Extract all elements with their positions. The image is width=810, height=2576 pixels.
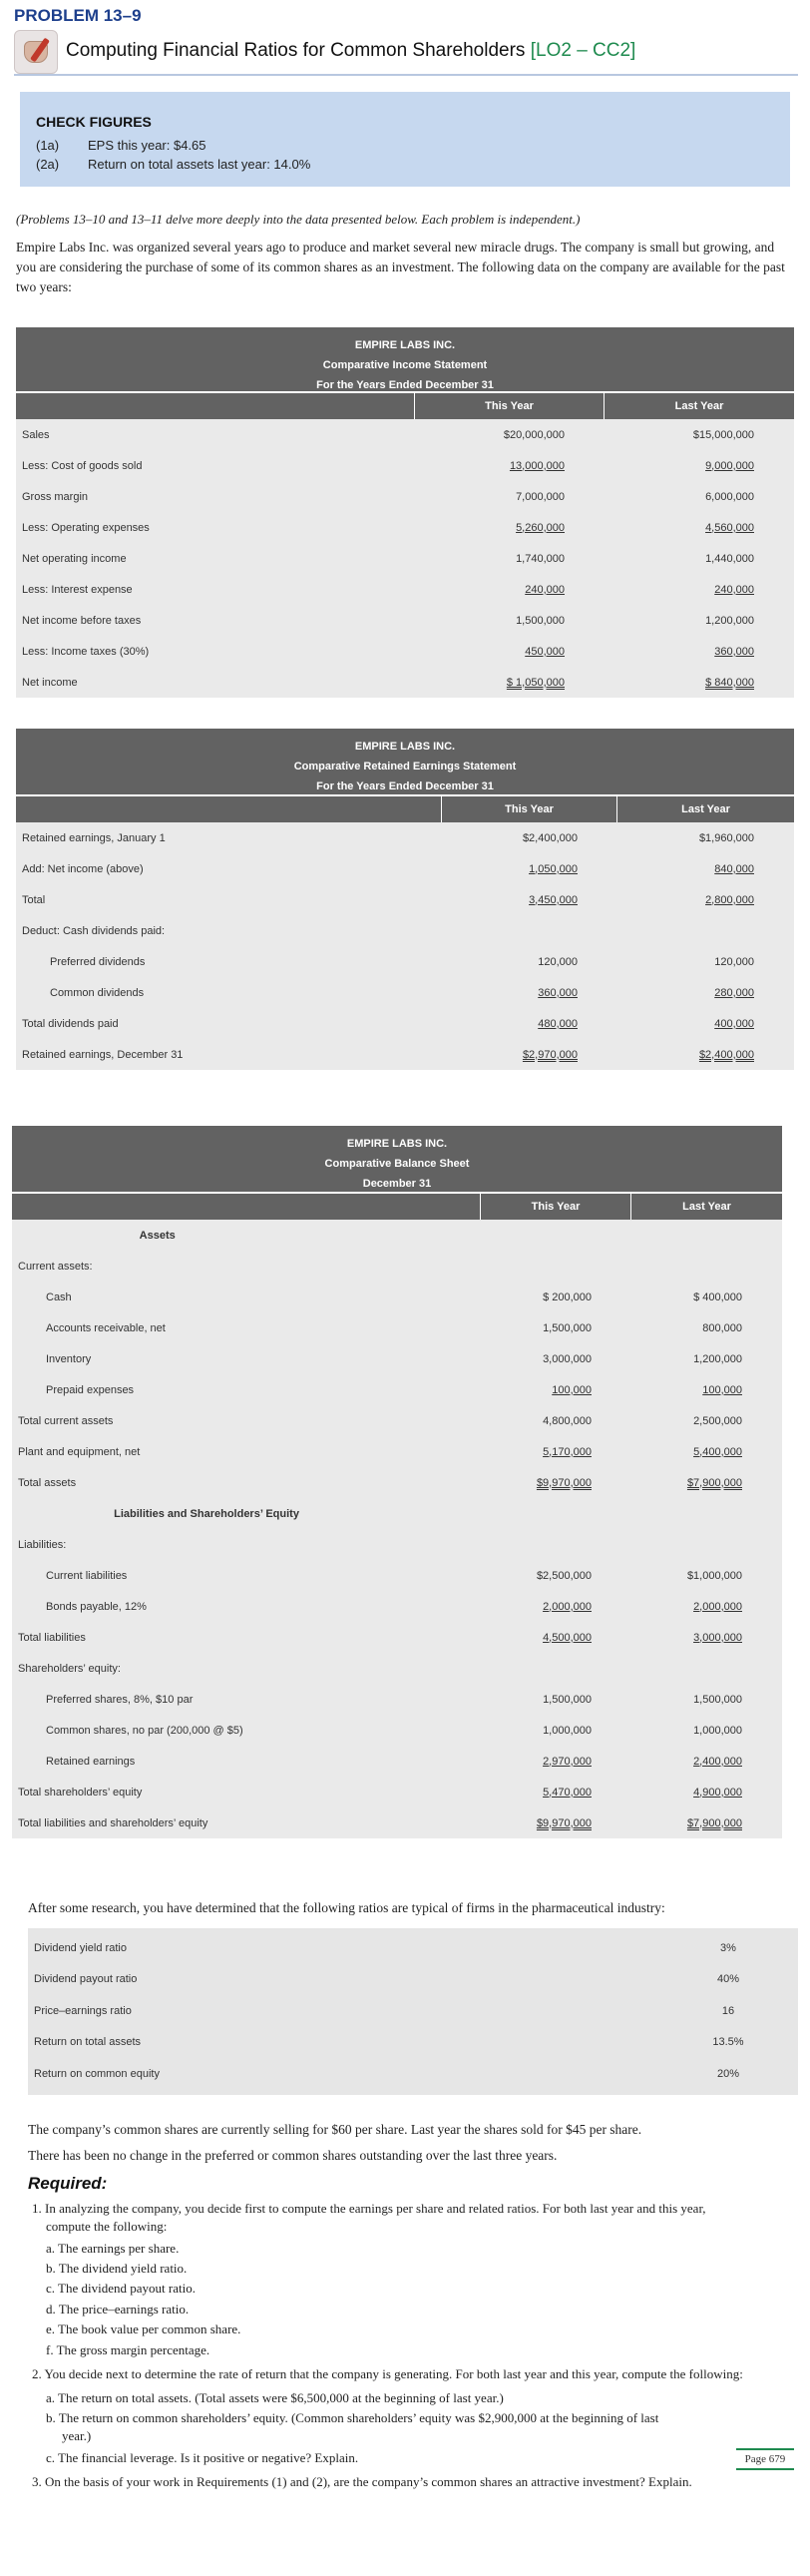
value-last-year: $1,960,000: [698, 831, 754, 844]
value-this-year: 100,000: [552, 1383, 592, 1396]
requirement-1: 1. In analyzing the company, you decide first to compute the earnings per share and related ratios. For both last year and this year,: [32, 2201, 706, 2216]
ratio-value: 3%: [720, 1941, 736, 1954]
row-label: Liabilities and Shareholders’ Equity: [114, 1507, 299, 1520]
share-price-paragraph: The company’s common shares are currently selling for $60 per share. Last year the shares sold for $45 per share.: [28, 2122, 642, 2137]
value-this-year: 13,000,000: [509, 459, 565, 472]
statement-heading-line: Comparative Income Statement: [322, 359, 488, 371]
requirement-1-cont: compute the following:: [46, 2219, 168, 2234]
value-last-year: 1,500,000: [693, 1693, 742, 1706]
value-last-year: $ 400,000: [693, 1290, 742, 1303]
row-label: Retained earnings: [46, 1755, 136, 1768]
ratio-value: 13.5%: [712, 2036, 744, 2049]
row-label: Common shares, no par (200,000 @ $5): [46, 1724, 243, 1737]
ratio-label: Return on total assets: [34, 2036, 142, 2049]
row-label: Total dividends paid: [22, 1017, 119, 1030]
intro-note: (Problems 13–10 and 13–11 delve more deeply into the data presented below. Each problem is independent.): [16, 212, 581, 227]
row-label: Cash: [46, 1290, 72, 1303]
statement-heading-line: EMPIRE LABS INC.: [354, 339, 456, 351]
value-last-year: 120,000: [714, 955, 754, 968]
statement-row: [12, 1560, 782, 1591]
ratio-row: [28, 2027, 798, 2059]
value-last-year: 2,400,000: [693, 1755, 742, 1768]
ratio-row: [28, 1932, 798, 1964]
row-label: Current liabilities: [46, 1569, 128, 1582]
value-this-year: 1,500,000: [543, 1693, 592, 1706]
row-label: Accounts receivable, net: [46, 1321, 166, 1334]
value-last-year: 2,500,000: [693, 1414, 742, 1427]
check-figure-row: [36, 138, 774, 153]
row-label: Bonds payable, 12%: [46, 1600, 147, 1613]
check-figures-box: [20, 92, 790, 187]
row-label: Deduct: Cash dividends paid:: [22, 924, 166, 937]
row-label: Total shareholders’ equity: [18, 1786, 143, 1799]
value-last-year: $7,900,000: [686, 1816, 742, 1829]
row-label: Total assets: [18, 1476, 77, 1489]
statement-heading-line: Comparative Balance Sheet: [324, 1158, 470, 1170]
income-statement-table: [16, 327, 794, 698]
ratio-value: 20%: [716, 2067, 740, 2080]
statement-row: [16, 915, 794, 946]
statement-row: [12, 1807, 782, 1838]
ratio-row: [28, 1964, 798, 1996]
row-label: Retained earnings, January 1: [22, 831, 166, 844]
statement-heading-line: EMPIRE LABS INC.: [346, 1138, 448, 1150]
row-label: Current assets:: [18, 1260, 93, 1273]
ratio-label: Dividend yield ratio: [34, 1941, 127, 1954]
row-label: Plant and equipment, net: [18, 1445, 141, 1458]
row-label: Prepaid expenses: [46, 1383, 135, 1396]
value-last-year: 1,440,000: [705, 552, 754, 565]
value-last-year: 6,000,000: [705, 490, 754, 503]
requirement-2-item: b. The return on common shareholders’ equity. (Common shareholders’ equity was $2,900,000 at the beginning of last: [46, 2410, 659, 2425]
statement-row: [12, 1220, 782, 1251]
column-header-last-year: Last Year: [674, 400, 724, 412]
requirement-2-item: c. The financial leverage. Is it positive or negative? Explain.: [46, 2450, 359, 2465]
value-this-year: $ 200,000: [543, 1290, 592, 1303]
statement-row: [16, 481, 794, 512]
statement-heading: [16, 327, 794, 391]
value-this-year: $2,500,000: [536, 1569, 592, 1582]
balance-sheet-table: [12, 1126, 782, 1838]
check-figure-number: (2a): [36, 157, 60, 172]
title-row: [14, 30, 798, 76]
row-label: Common dividends: [50, 986, 145, 999]
industry-ratios-table: [28, 1928, 798, 2095]
requirement-2-item: a. The return on total assets. (Total assets were $6,500,000 at the beginning of last year.): [46, 2390, 504, 2405]
value-last-year: 800,000: [702, 1321, 742, 1334]
value-this-year: 1,000,000: [543, 1724, 592, 1737]
value-this-year: 7,000,000: [516, 490, 565, 503]
requirement-2-item-cont: year.): [62, 2428, 92, 2443]
statement-row: [12, 1529, 782, 1560]
value-this-year: 2,970,000: [543, 1755, 592, 1768]
row-label: Preferred dividends: [50, 955, 146, 968]
check-figures-title: CHECK FIGURES: [36, 114, 152, 130]
statement-heading: [12, 1126, 782, 1192]
row-label: Total liabilities: [18, 1631, 86, 1644]
statement-row: [16, 636, 794, 667]
row-label: Less: Interest expense: [22, 583, 133, 596]
statement-heading: [16, 729, 794, 794]
statement-heading-line: EMPIRE LABS INC.: [354, 741, 456, 753]
row-label: Assets: [139, 1229, 176, 1242]
statement-row: [16, 543, 794, 574]
column-header-this-year: This Year: [442, 796, 617, 822]
column-headers: [16, 391, 794, 419]
requirement-1-item: b. The dividend yield ratio.: [46, 2261, 188, 2276]
statement-row: [12, 1343, 782, 1374]
value-last-year: 360,000: [714, 645, 754, 658]
value-last-year: 240,000: [714, 583, 754, 596]
value-last-year: 1,200,000: [705, 614, 754, 627]
industry-ratios-intro: After some research, you have determined that the following ratios are typical of firms in the pharmaceutical industry:: [28, 1900, 665, 1915]
no-change-paragraph: There has been no change in the preferred or common shares outstanding over the last three years.: [28, 2148, 558, 2163]
statement-row: [12, 1467, 782, 1498]
statement-row: [12, 1498, 782, 1529]
value-this-year: 5,260,000: [516, 521, 565, 534]
value-this-year: 3,000,000: [543, 1352, 592, 1365]
value-this-year: 360,000: [538, 986, 578, 999]
statement-row: [16, 977, 794, 1008]
statement-row: [16, 946, 794, 977]
column-header-this-year: This Year: [415, 393, 605, 419]
value-this-year: 1,740,000: [516, 552, 565, 565]
statement-row: [16, 419, 794, 450]
check-figure-row: [36, 157, 774, 172]
row-label: Less: Operating expenses: [22, 521, 150, 534]
check-figure-text: Return on total assets last year: 14.0%: [88, 157, 311, 172]
statement-row: [12, 1777, 782, 1807]
statement-row: [16, 853, 794, 884]
value-this-year: 3,450,000: [529, 893, 578, 906]
row-label: Inventory: [46, 1352, 92, 1365]
ratio-value: 40%: [716, 1973, 740, 1986]
row-label: Add: Net income (above): [22, 862, 144, 875]
value-this-year: $ 1,050,000: [506, 676, 565, 689]
requirement-1-item: f. The gross margin percentage.: [46, 2342, 210, 2357]
statement-row: [16, 512, 794, 543]
value-last-year: 1,200,000: [693, 1352, 742, 1365]
value-this-year: $20,000,000: [503, 428, 565, 441]
statement-row: [12, 1715, 782, 1746]
row-label: Gross margin: [22, 490, 89, 503]
row-label: Preferred shares, 8%, $10 par: [46, 1693, 194, 1706]
value-last-year: 2,000,000: [693, 1600, 742, 1613]
statement-row: [12, 1653, 782, 1684]
statement-row: [16, 450, 794, 481]
value-last-year: 4,560,000: [705, 521, 754, 534]
requirement-2: 2. You decide next to determine the rate of return that the company is generating. For both last year and this year, compute the following:: [32, 2366, 743, 2381]
ratio-label: Dividend payout ratio: [34, 1973, 138, 1986]
value-last-year: $7,900,000: [686, 1476, 742, 1489]
value-last-year: 840,000: [714, 862, 754, 875]
value-last-year: 3,000,000: [693, 1631, 742, 1644]
value-last-year: 400,000: [714, 1017, 754, 1030]
ratio-row: [28, 1995, 798, 2027]
statement-heading-line: December 31: [362, 1178, 432, 1190]
value-this-year: 4,800,000: [543, 1414, 592, 1427]
statement-row: [16, 574, 794, 605]
value-this-year: $9,970,000: [536, 1816, 592, 1829]
value-this-year: 2,000,000: [543, 1600, 592, 1613]
ratio-value: 16: [721, 2004, 735, 2017]
value-this-year: 5,170,000: [543, 1445, 592, 1458]
statement-row: [12, 1405, 782, 1436]
statement-row: [16, 605, 794, 636]
problem-title: [66, 40, 635, 62]
problem-title-text: Computing Financial Ratios for Common Shareholders: [66, 40, 526, 61]
value-this-year: 480,000: [538, 1017, 578, 1030]
row-label: Net operating income: [22, 552, 127, 565]
value-last-year: 2,800,000: [705, 893, 754, 906]
statement-heading-line: For the Years Ended December 31: [316, 780, 494, 792]
row-label: Retained earnings, December 31: [22, 1048, 184, 1061]
statement-row: [12, 1251, 782, 1282]
ratio-label: Return on common equity: [34, 2067, 160, 2080]
page-reference: Page 679: [736, 2448, 794, 2470]
value-last-year: $15,000,000: [692, 428, 754, 441]
value-last-year: 9,000,000: [705, 459, 754, 472]
row-label: Total: [22, 893, 46, 906]
row-label: Total current assets: [18, 1414, 114, 1427]
value-this-year: 1,050,000: [529, 862, 578, 875]
column-headers: [12, 1192, 782, 1220]
row-label: Less: Cost of goods sold: [22, 459, 143, 472]
statement-row: [12, 1436, 782, 1467]
row-label: Liabilities:: [18, 1538, 67, 1551]
statement-heading-line: For the Years Ended December 31: [316, 379, 494, 391]
statement-row: [16, 884, 794, 915]
statement-row: [12, 1374, 782, 1405]
learning-objective-tag: [LO2 – CC2]: [530, 40, 636, 61]
value-last-year: $2,400,000: [698, 1048, 754, 1061]
statement-row: [16, 1008, 794, 1039]
ratio-label: Price–earnings ratio: [34, 2004, 132, 2017]
statement-row: [12, 1746, 782, 1777]
value-this-year: 240,000: [525, 583, 565, 596]
value-this-year: $9,970,000: [536, 1476, 592, 1489]
problem-label: PROBLEM 13–9: [14, 6, 142, 25]
statement-row: [12, 1312, 782, 1343]
writing-hand-icon: [14, 30, 58, 74]
row-label: Less: Income taxes (30%): [22, 645, 150, 658]
value-this-year: $2,400,000: [522, 831, 578, 844]
value-this-year: 120,000: [538, 955, 578, 968]
statement-row: [12, 1622, 782, 1653]
row-label: Shareholders’ equity:: [18, 1662, 121, 1675]
check-figure-text: EPS this year: $4.65: [88, 138, 206, 153]
statement-row: [12, 1684, 782, 1715]
value-last-year: 100,000: [702, 1383, 742, 1396]
value-last-year: 4,900,000: [693, 1786, 742, 1799]
retained-earnings-table: [16, 729, 794, 1070]
statement-row: [16, 667, 794, 698]
value-last-year: 280,000: [714, 986, 754, 999]
value-last-year: $1,000,000: [686, 1569, 742, 1582]
row-label: Sales: [22, 428, 50, 441]
ratio-row: [28, 2058, 798, 2090]
statement-heading-line: Comparative Retained Earnings Statement: [293, 761, 517, 773]
requirement-1-item: a. The earnings per share.: [46, 2241, 180, 2256]
check-figure-number: (1a): [36, 138, 60, 153]
value-this-year: $2,970,000: [522, 1048, 578, 1061]
value-last-year: 5,400,000: [693, 1445, 742, 1458]
statement-row: [16, 1039, 794, 1070]
row-label: Net income before taxes: [22, 614, 142, 627]
value-this-year: 1,500,000: [543, 1321, 592, 1334]
requirement-3: 3. On the basis of your work in Requirements (1) and (2), are the company’s common shares an attractive investment? Explain.: [32, 2474, 692, 2489]
value-this-year: 5,470,000: [543, 1786, 592, 1799]
column-header-last-year: Last Year: [682, 1201, 731, 1213]
value-this-year: 450,000: [525, 645, 565, 658]
requirement-1-item: e. The book value per common share.: [46, 2321, 241, 2336]
column-header-this-year: This Year: [481, 1194, 631, 1220]
row-label: Total liabilities and shareholders’ equity: [18, 1816, 208, 1829]
statement-row: [12, 1591, 782, 1622]
value-last-year: 1,000,000: [693, 1724, 742, 1737]
statement-row: [12, 1282, 782, 1312]
statement-row: [16, 822, 794, 853]
value-this-year: 4,500,000: [543, 1631, 592, 1644]
column-header-last-year: Last Year: [681, 803, 730, 815]
value-last-year: $ 840,000: [705, 676, 754, 689]
row-label: Net income: [22, 676, 78, 689]
intro-paragraph: Empire Labs Inc. was organized several years ago to produce and market several new miracle drugs. The company is small but growing, and you are considering the purchase of some of its common shares as an investment. The following data on the company are available for the past two years:: [16, 240, 785, 294]
requirement-1-item: d. The price–earnings ratio.: [46, 2302, 190, 2317]
column-headers: [16, 794, 794, 822]
required-heading: Required:: [28, 2174, 108, 2193]
requirement-1-item: c. The dividend payout ratio.: [46, 2281, 196, 2296]
value-this-year: 1,500,000: [516, 614, 565, 627]
